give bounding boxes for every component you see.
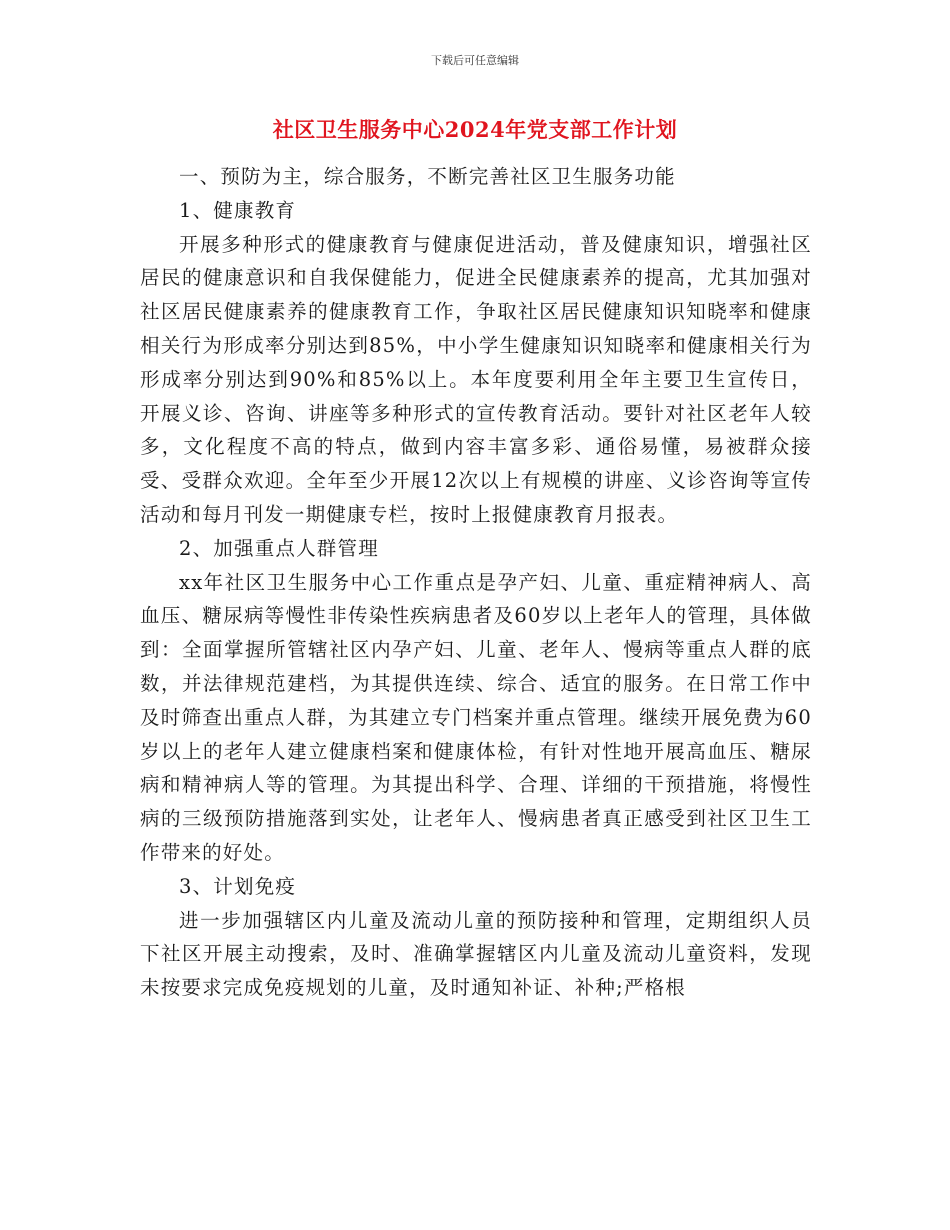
- document-title: 社区卫生服务中心2024年党支部工作计划: [272, 117, 678, 142]
- subsection-heading-key-groups: 2、加强重点人群管理: [179, 536, 379, 560]
- subsection-heading-immunization: 3、计划免疫: [179, 874, 297, 898]
- document-body: [140, 160, 812, 1005]
- paragraph-key-groups: xx年社区卫生服务中心工作重点是孕产妇、儿童、重症精神病人、高血压、糖尿病等慢性非传染性疾病患者及60岁以上老年人的管理，具体做到：全面掌握所管辖社区内孕产妇、儿童、老年人、慢病等重点人群的底数，并法律规范建档，为其提供连续、综合、适宜的服务。在日常工作中及时筛查出重点人群，为其建立专门档案并重点管理。继续开展免费为60岁以上的老年人建立健康档案和健康体检，有针对性地开展高血压、糖尿病和精神病人等的管理。为其提出科学、合理、详细的干预措施，将慢性病的三级预防措施落到实处，让老年人、慢病患者真正感受到社区卫生工作带来的好处。: [140, 570, 812, 864]
- page-header-note: 下载后可任意编辑: [431, 54, 519, 67]
- paragraph-immunization: 进一步加强辖区内儿童及流动儿童的预防接种和管理，定期组织人员下社区开展主动搜索，及时、准确掌握辖区内儿童及流动儿童资料，发现未按要求完成免疫规划的儿童，及时通知补证、补种;严格根: [140, 908, 812, 1000]
- section-heading-1: 一、预防为主，综合服务，不断完善社区卫生服务功能: [179, 165, 676, 188]
- paragraph-health-education: 开展多种形式的健康教育与健康促进活动，普及健康知识，增强社区居民的健康意识和自我保健能力，促进全民健康素养的提高，尤其加强对社区居民健康素养的健康教育工作，争取社区居民健康知识知晓率和健康相关行为形成率分别达到85%，中小学生健康知识知晓率和健康相关行为形成率分别达到90%和85%以上。本年度要利用全年主要卫生宣传日，开展义诊、咨询、讲座等多种形式的宣传教育活动。要针对社区老年人较多，文化程度不高的特点，做到内容丰富多彩、通俗易懂，易被群众接受、受群众欢迎。全年至少开展12次以上有规模的讲座、义诊咨询等宣传活动和每月刊发一期健康专栏，按时上报健康教育月报表。: [140, 232, 812, 526]
- subsection-heading-health-education: 1、健康教育: [179, 198, 297, 222]
